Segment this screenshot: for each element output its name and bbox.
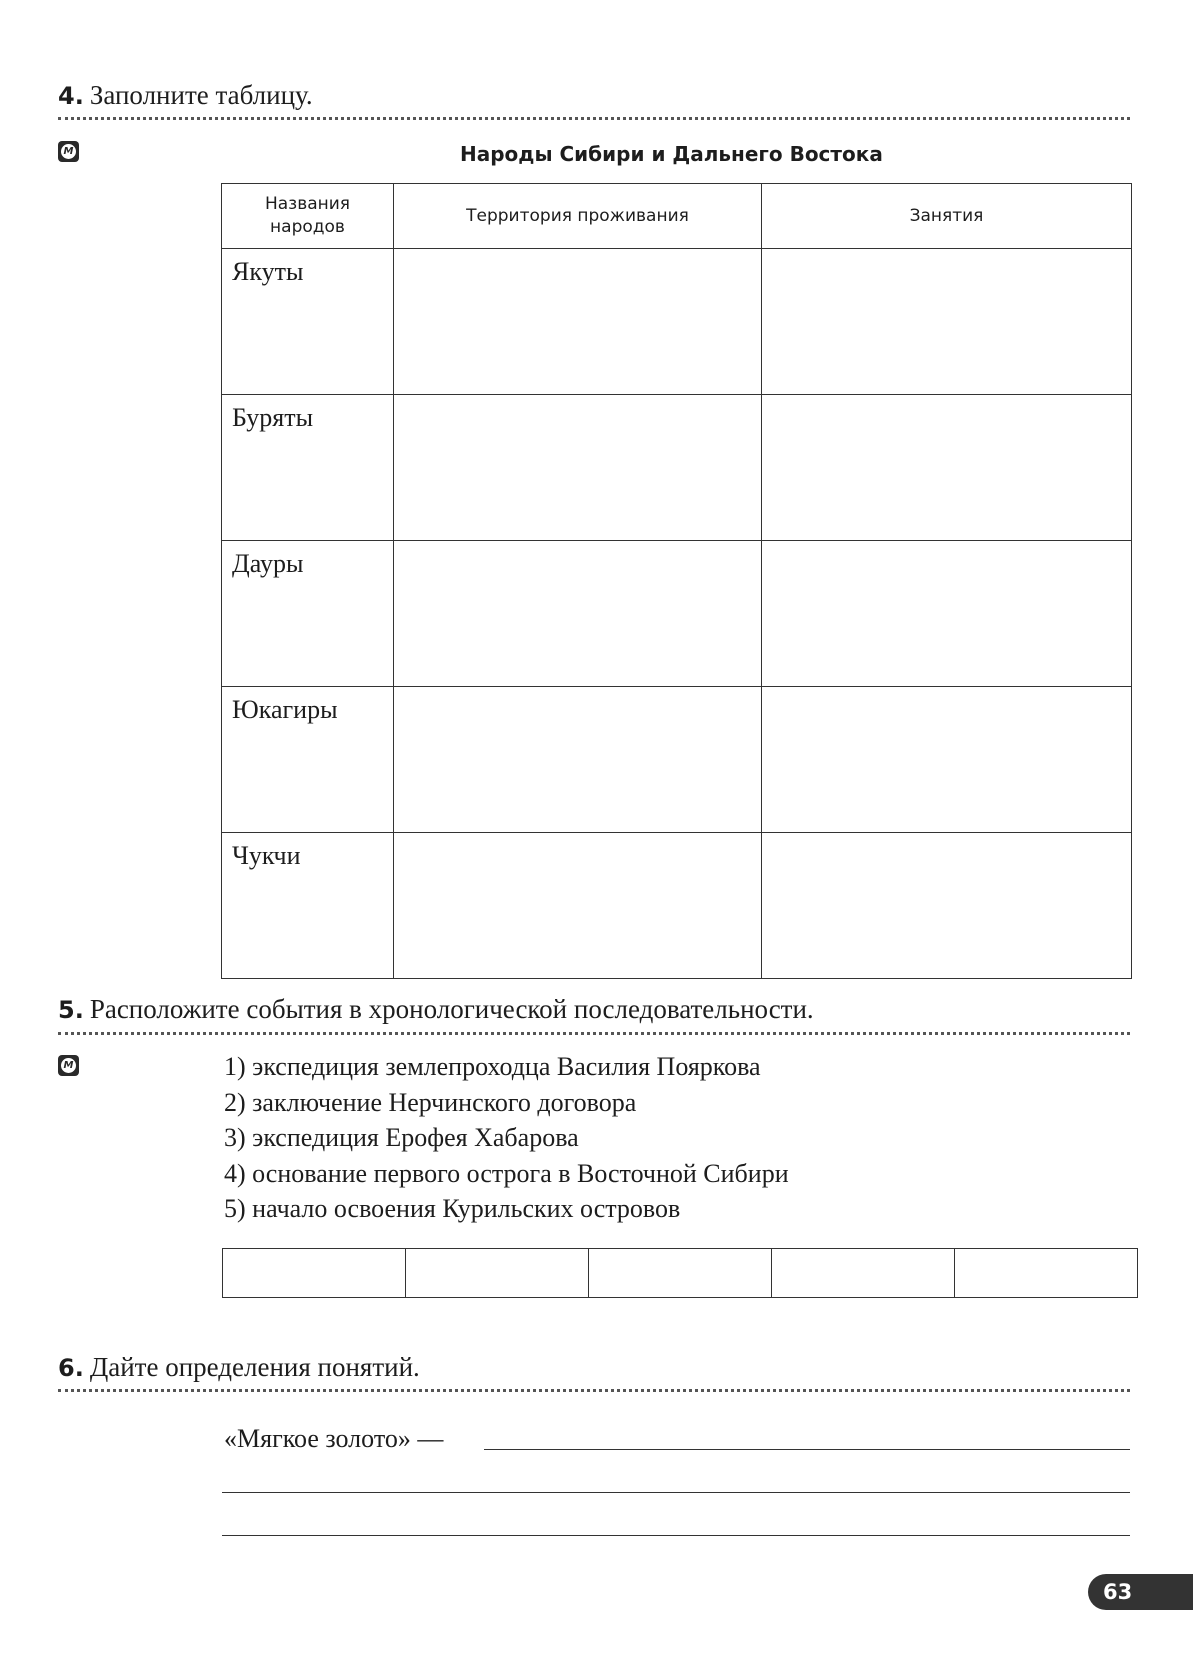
events-list <box>224 1049 789 1227</box>
page-number: 63 <box>1088 1574 1193 1610</box>
list-item: 3) экспедиция Ерофея Хабарова <box>224 1123 579 1152</box>
definition-answer-line[interactable] <box>222 1535 1130 1536</box>
header-territory: Территория проживания <box>394 184 762 249</box>
header-occupations: Занятия <box>762 184 1132 249</box>
territory-answer-cell[interactable] <box>394 833 762 979</box>
sequence-answer-cell[interactable] <box>772 1249 955 1298</box>
m-icon: M <box>58 1055 79 1076</box>
list-item: 1) экспедиция землепроходца Василия Пояркова <box>224 1052 761 1081</box>
occupation-answer-cell[interactable] <box>762 687 1132 833</box>
table-row <box>222 541 1132 687</box>
task-6-instruction: Дайте определения понятий. <box>89 1352 420 1382</box>
people-name: Буряты <box>222 395 394 541</box>
task-4-heading <box>58 80 313 111</box>
task-4-instruction: Заполните таблицу. <box>89 80 313 110</box>
task-5-instruction: Расположите события в хронологической последовательности. <box>89 994 814 1024</box>
definition-term: «Мягкое золото» — <box>224 1424 444 1453</box>
territory-answer-cell[interactable] <box>394 395 762 541</box>
m-icon: M <box>58 141 79 162</box>
task-5-dotted-divider <box>58 1032 1130 1035</box>
task-6-dotted-divider <box>58 1389 1130 1392</box>
sequence-answer-cell[interactable] <box>589 1249 772 1298</box>
definition-answer-line[interactable] <box>484 1449 1130 1450</box>
sequence-answer-cell[interactable] <box>955 1249 1138 1298</box>
list-item: 5) начало освоения Курильских островов <box>224 1194 681 1223</box>
territory-answer-cell[interactable] <box>394 541 762 687</box>
list-item: 4) основание первого острога в Восточной Сибири <box>224 1158 789 1188</box>
task-4-number: 4. <box>58 82 84 110</box>
territory-answer-cell[interactable] <box>394 687 762 833</box>
list-item: 2) заключение Нерчинского договора <box>224 1087 637 1117</box>
occupation-answer-cell[interactable] <box>762 541 1132 687</box>
table-row <box>222 687 1132 833</box>
table-row <box>222 249 1132 395</box>
header-names: Названия народов <box>222 184 394 249</box>
task-5-heading <box>58 994 814 1025</box>
peoples-table <box>221 183 1132 979</box>
occupation-answer-cell[interactable] <box>762 833 1132 979</box>
occupation-answer-cell[interactable] <box>762 249 1132 395</box>
people-name: Чукчи <box>222 833 394 979</box>
table-row <box>222 395 1132 541</box>
occupation-answer-cell[interactable] <box>762 395 1132 541</box>
table-row <box>222 833 1132 979</box>
table-title: Народы Сибири и Дальнего Востока <box>460 142 883 166</box>
task-4-dotted-divider <box>58 117 1130 120</box>
task-5-number: 5. <box>58 996 84 1024</box>
territory-answer-cell[interactable] <box>394 249 762 395</box>
task-6-heading <box>58 1352 420 1383</box>
table-header-row <box>222 184 1132 249</box>
people-name: Дауры <box>222 541 394 687</box>
task-6-number: 6. <box>58 1354 84 1382</box>
people-name: Якуты <box>222 249 394 395</box>
sequence-answer-cell[interactable] <box>223 1249 406 1298</box>
definition-answer-line[interactable] <box>222 1492 1130 1493</box>
sequence-answer-cell[interactable] <box>406 1249 589 1298</box>
sequence-answer-table <box>222 1248 1138 1298</box>
people-name: Юкагиры <box>222 687 394 833</box>
